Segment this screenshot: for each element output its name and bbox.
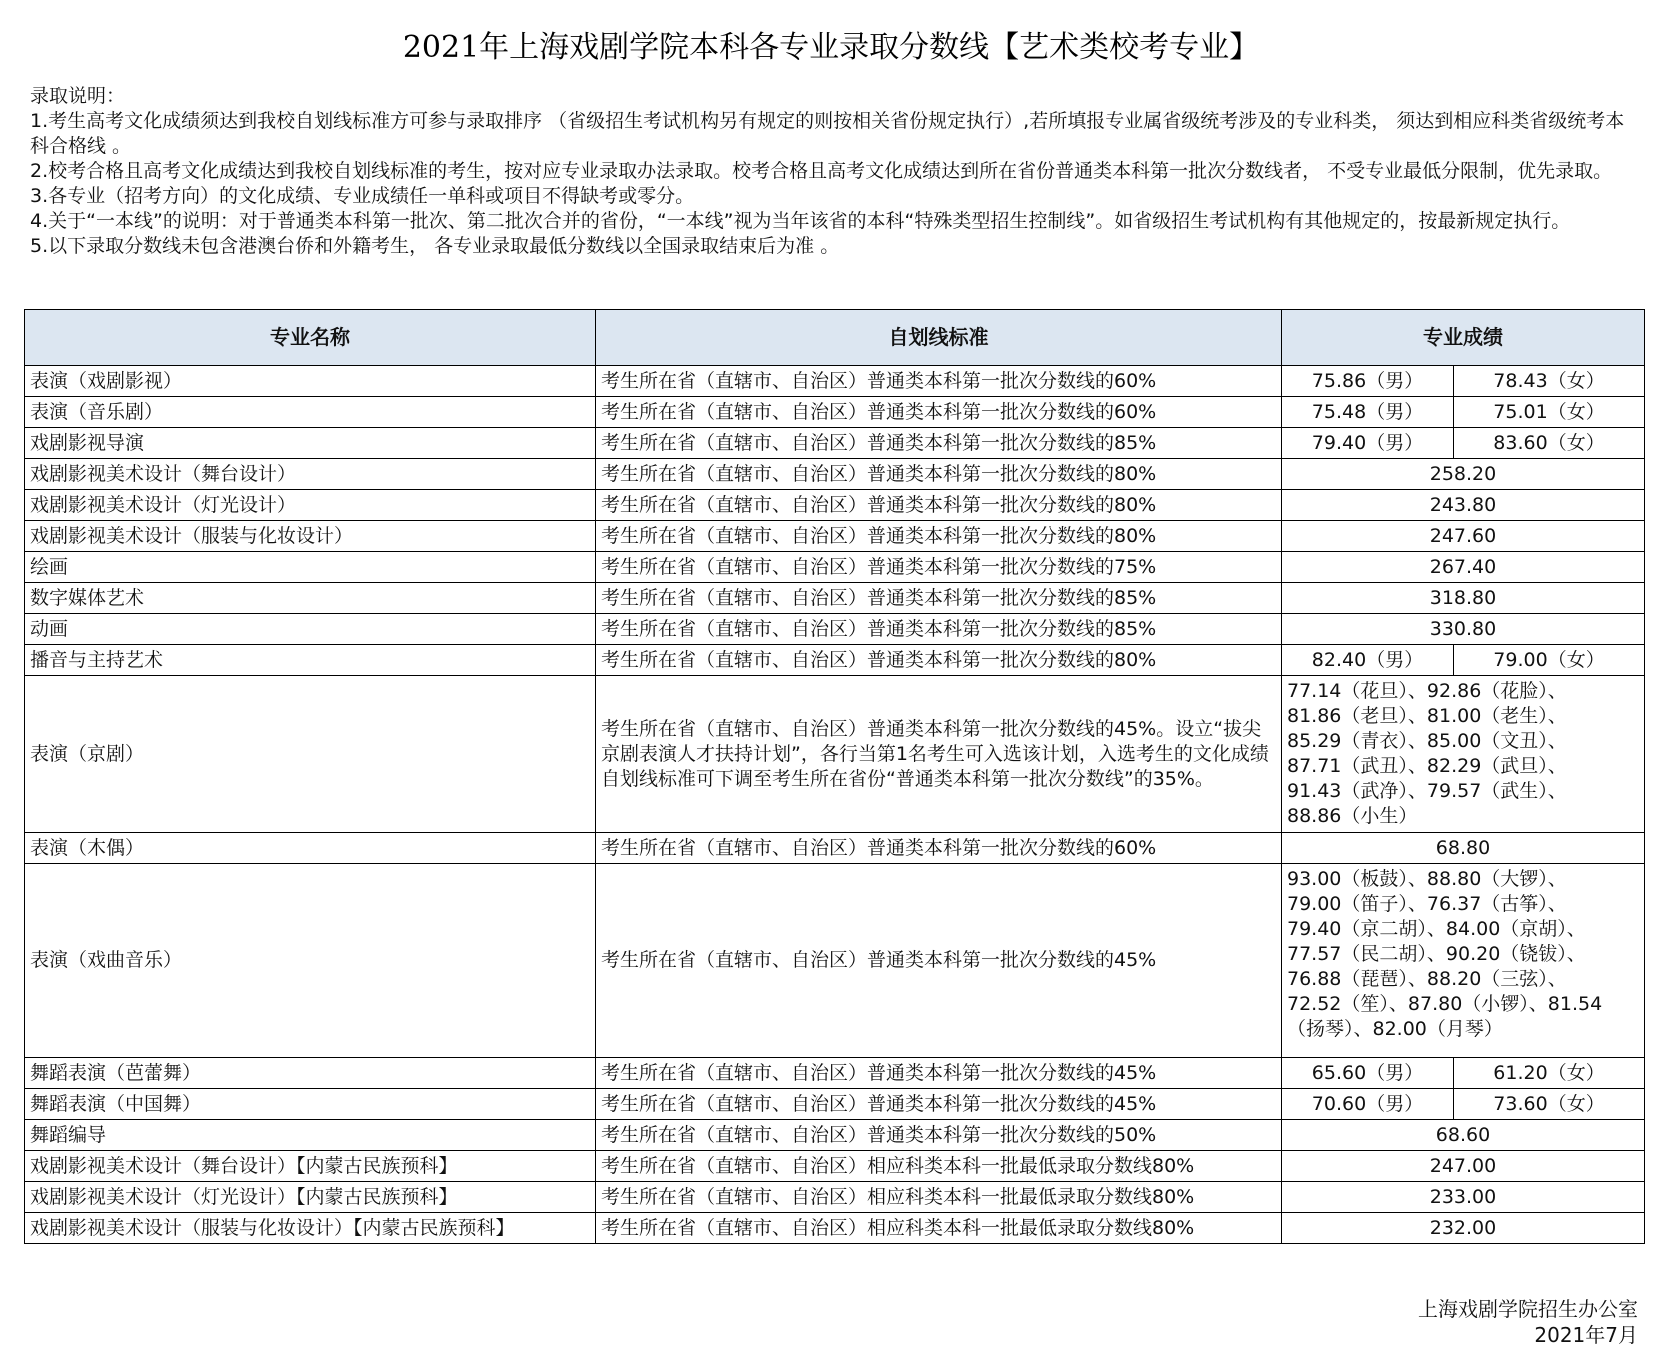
score-female-cell: 83.60（女） xyxy=(1454,428,1645,459)
score-cell: 330.80 xyxy=(1282,614,1645,645)
table-row xyxy=(25,1213,1645,1244)
table-row xyxy=(25,833,1645,864)
score-cell: 247.00 xyxy=(1282,1151,1645,1182)
standard-cell: 考生所在省（直辖市、自治区）普通类本科第一批次分数线的80% xyxy=(596,490,1282,521)
score-cell: 267.40 xyxy=(1282,552,1645,583)
major-cell: 戏剧影视美术设计（灯光设计） xyxy=(25,490,596,521)
score-cell: 233.00 xyxy=(1282,1182,1645,1213)
notes-heading: 录取说明： xyxy=(30,85,126,107)
table-row xyxy=(25,676,1645,833)
standard-cell: 考生所在省（直辖市、自治区）普通类本科第一批次分数线的60% xyxy=(596,833,1282,864)
score-male-cell: 75.86（男） xyxy=(1282,366,1454,397)
score-cell: 247.60 xyxy=(1282,521,1645,552)
standard-cell: 考生所在省（直辖市、自治区）普通类本科第一批次分数线的80% xyxy=(596,521,1282,552)
score-cell: 318.80 xyxy=(1282,583,1645,614)
note-item: 2.校考合格且高考文化成绩达到我校自划线标准的考生，按对应专业录取办法录取。校考合格且高考文化成绩达到所在省份普通类本科第一批次分数线者， 不受专业最低分限制，优先录取。 xyxy=(30,160,1613,182)
major-cell: 戏剧影视美术设计（服装与化妆设计）【内蒙古民族预科】 xyxy=(25,1213,596,1244)
table-row xyxy=(25,1058,1645,1089)
standard-cell: 考生所在省（直辖市、自治区）相应科类本科一批最低录取分数线80% xyxy=(596,1213,1282,1244)
major-cell: 动画 xyxy=(25,614,596,645)
table-row xyxy=(25,490,1645,521)
major-cell: 舞蹈表演（芭蕾舞） xyxy=(25,1058,596,1089)
header-standard: 自划线标准 xyxy=(596,310,1282,366)
header-score: 专业成绩 xyxy=(1282,310,1645,366)
note-item: 1.考生高考文化成绩须达到我校自划线标准方可参与录取排序 （省级招生考试机构另有规定的则按相关省份规定执行）,若所填报专业属省级统考涉及的专业科类， 须达到相应科类省级统考本科合格线 。 xyxy=(30,110,1625,157)
table-row xyxy=(25,1120,1645,1151)
table-row xyxy=(25,366,1645,397)
standard-cell: 考生所在省（直辖市、自治区）普通类本科第一批次分数线的45%。设立“拔尖京剧表演人才扶持计划”，各行当第1名考生可入选该计划，入选考生的文化成绩自划线标准可下调至考生所在省份“普通类本科第一批次分数线”的35%。 xyxy=(596,676,1282,833)
major-cell: 戏剧影视美术设计（服装与化妆设计） xyxy=(25,521,596,552)
table-row xyxy=(25,397,1645,428)
standard-cell: 考生所在省（直辖市、自治区）普通类本科第一批次分数线的50% xyxy=(596,1120,1282,1151)
table-row xyxy=(25,1182,1645,1213)
table-row xyxy=(25,428,1645,459)
issue-date: 2021年7月 xyxy=(1534,1323,1638,1347)
major-cell: 戏剧影视导演 xyxy=(25,428,596,459)
standard-cell: 考生所在省（直辖市、自治区）普通类本科第一批次分数线的85% xyxy=(596,428,1282,459)
score-cell: 243.80 xyxy=(1282,490,1645,521)
major-cell: 戏剧影视美术设计（舞台设计） xyxy=(25,459,596,490)
table-row xyxy=(25,583,1645,614)
score-cell: 232.00 xyxy=(1282,1213,1645,1244)
score-table xyxy=(24,309,1645,1244)
table-row xyxy=(25,614,1645,645)
standard-cell: 考生所在省（直辖市、自治区）普通类本科第一批次分数线的60% xyxy=(596,366,1282,397)
major-cell: 戏剧影视美术设计（舞台设计）【内蒙古民族预科】 xyxy=(25,1151,596,1182)
note-item: 5.以下录取分数线未包含港澳台侨和外籍考生， 各专业录取最低分数线以全国录取结束后为准 。 xyxy=(30,235,840,257)
score-male-cell: 65.60（男） xyxy=(1282,1058,1454,1089)
table-row xyxy=(25,552,1645,583)
major-cell: 表演（音乐剧） xyxy=(25,397,596,428)
major-cell: 表演（木偶） xyxy=(25,833,596,864)
major-cell: 表演（京剧） xyxy=(25,676,596,833)
note-item: 4.关于“一本线”的说明：对于普通类本科第一批次、第二批次合并的省份，“一本线”视为当年该省的本科“特殊类型招生控制线”。如省级招生考试机构有其他规定的，按最新规定执行。 xyxy=(30,210,1571,232)
score-male-cell: 82.40（男） xyxy=(1282,645,1454,676)
standard-cell: 考生所在省（直辖市、自治区）普通类本科第一批次分数线的80% xyxy=(596,459,1282,490)
major-cell: 表演（戏曲音乐） xyxy=(25,864,596,1058)
major-cell: 舞蹈编导 xyxy=(25,1120,596,1151)
issuing-office: 上海戏剧学院招生办公室 xyxy=(1418,1297,1638,1321)
table-row xyxy=(25,459,1645,490)
table-row xyxy=(25,521,1645,552)
score-cell: 68.80 xyxy=(1282,833,1645,864)
major-cell: 播音与主持艺术 xyxy=(25,645,596,676)
standard-cell: 考生所在省（直辖市、自治区）普通类本科第一批次分数线的45% xyxy=(596,1058,1282,1089)
standard-cell: 考生所在省（直辖市、自治区）普通类本科第一批次分数线的45% xyxy=(596,1089,1282,1120)
score-male-cell: 75.48（男） xyxy=(1282,397,1454,428)
page-title: 2021年上海戏剧学院本科各专业录取分数线【艺术类校考专业】 xyxy=(402,30,1260,65)
footer xyxy=(1418,1296,1638,1348)
standard-cell: 考生所在省（直辖市、自治区）普通类本科第一批次分数线的75% xyxy=(596,552,1282,583)
standard-cell: 考生所在省（直辖市、自治区）普通类本科第一批次分数线的60% xyxy=(596,397,1282,428)
score-female-cell: 61.20（女） xyxy=(1454,1058,1645,1089)
table-row xyxy=(25,645,1645,676)
admission-notes xyxy=(30,84,1640,259)
major-cell: 表演（戏剧影视） xyxy=(25,366,596,397)
note-item: 3.各专业（招考方向）的文化成绩、专业成绩任一单科或项目不得缺考或零分。 xyxy=(30,185,695,207)
score-cell: 68.60 xyxy=(1282,1120,1645,1151)
table-header-row xyxy=(25,310,1645,366)
score-cell: 258.20 xyxy=(1282,459,1645,490)
header-major: 专业名称 xyxy=(25,310,596,366)
table-row xyxy=(25,1089,1645,1120)
major-cell: 绘画 xyxy=(25,552,596,583)
standard-cell: 考生所在省（直辖市、自治区）普通类本科第一批次分数线的85% xyxy=(596,583,1282,614)
standard-cell: 考生所在省（直辖市、自治区）相应科类本科一批最低录取分数线80% xyxy=(596,1151,1282,1182)
major-cell: 数字媒体艺术 xyxy=(25,583,596,614)
table-row xyxy=(25,1151,1645,1182)
score-cell: 93.00（板鼓）、88.80（大锣）、 79.00（笛子）、76.37（古筝）、 79.40（京二胡）、84.00（京胡）、 77.57（民二胡）、90.20（铙钹）、 76.88（琵琶）、88.20（三弦）、 72.52（笙）、87.80（小锣）、81.54 （扬琴）、82.00（月琴） xyxy=(1282,864,1645,1058)
standard-cell: 考生所在省（直辖市、自治区）普通类本科第一批次分数线的80% xyxy=(596,645,1282,676)
standard-cell: 考生所在省（直辖市、自治区）相应科类本科一批最低录取分数线80% xyxy=(596,1182,1282,1213)
standard-cell: 考生所在省（直辖市、自治区）普通类本科第一批次分数线的45% xyxy=(596,864,1282,1058)
table-row xyxy=(25,864,1645,1058)
standard-cell: 考生所在省（直辖市、自治区）普通类本科第一批次分数线的85% xyxy=(596,614,1282,645)
table-body xyxy=(25,366,1645,1244)
score-male-cell: 79.40（男） xyxy=(1282,428,1454,459)
score-cell: 77.14（花旦）、92.86（花脸）、 81.86（老旦）、81.00（老生）、 85.29（青衣）、85.00（文丑）、 87.71（武丑）、82.29（武旦）、 91.43（武净）、79.57（武生）、 88.86（小生） xyxy=(1282,676,1645,833)
score-female-cell: 75.01（女） xyxy=(1454,397,1645,428)
major-cell: 舞蹈表演（中国舞） xyxy=(25,1089,596,1120)
score-male-cell: 70.60（男） xyxy=(1282,1089,1454,1120)
major-cell: 戏剧影视美术设计（灯光设计）【内蒙古民族预科】 xyxy=(25,1182,596,1213)
score-female-cell: 79.00（女） xyxy=(1454,645,1645,676)
score-female-cell: 73.60（女） xyxy=(1454,1089,1645,1120)
score-female-cell: 78.43（女） xyxy=(1454,366,1645,397)
